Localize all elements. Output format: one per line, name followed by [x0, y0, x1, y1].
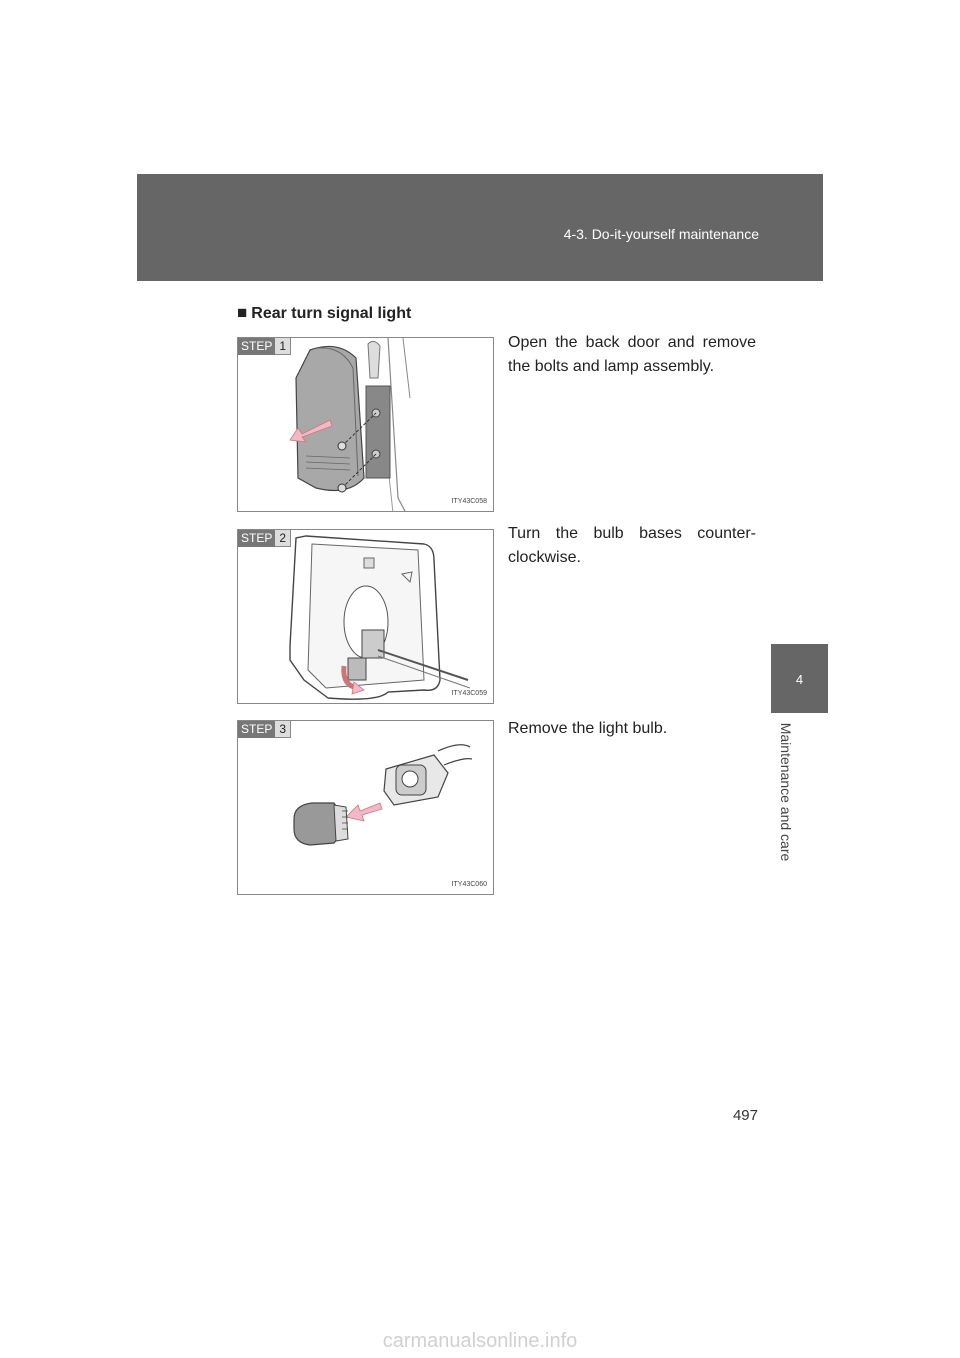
chapter-number: 4	[795, 672, 804, 687]
step-2-badge	[238, 530, 291, 547]
bulb-removal-illustration	[238, 721, 494, 895]
watermark: carmanualsonline.info	[382, 1330, 578, 1352]
chapter-tab	[771, 644, 828, 713]
step-label: STEP	[238, 721, 275, 738]
chapter-label-text: Maintenance and care	[778, 722, 794, 862]
figure-code: ITY43C060	[451, 881, 487, 888]
step-3-text: Remove the light bulb.	[508, 720, 668, 737]
bulb-base-turning-illustration	[238, 530, 494, 704]
step-label: STEP	[238, 338, 275, 355]
lamp-removal-illustration	[238, 338, 494, 512]
bullet-square: ■	[237, 303, 248, 322]
step-1-text: Open the back door and remove the bolts and lamp assembly.	[508, 334, 756, 375]
chapter-label	[776, 718, 796, 866]
step-number: 3	[275, 721, 291, 738]
figure-code: ITY43C058	[451, 498, 487, 505]
section-title-text: Rear turn signal light	[251, 305, 412, 322]
step-label: STEP	[238, 530, 275, 547]
section-title	[237, 303, 411, 323]
step-3-badge	[238, 721, 291, 738]
step-1-badge	[238, 338, 291, 355]
header-bar	[137, 174, 823, 281]
page-number: 497	[732, 1107, 758, 1124]
step-2-figure	[237, 529, 494, 704]
section-heading: 4-3. Do-it-yourself maintenance	[563, 226, 759, 242]
step-number: 2	[275, 530, 291, 547]
step-2-text: Turn the bulb bases counter-clockwise.	[508, 525, 756, 566]
step-1-figure	[237, 337, 494, 512]
step-3-figure	[237, 720, 494, 895]
figure-code: ITY43C059	[451, 690, 487, 697]
step-number: 1	[275, 338, 291, 355]
